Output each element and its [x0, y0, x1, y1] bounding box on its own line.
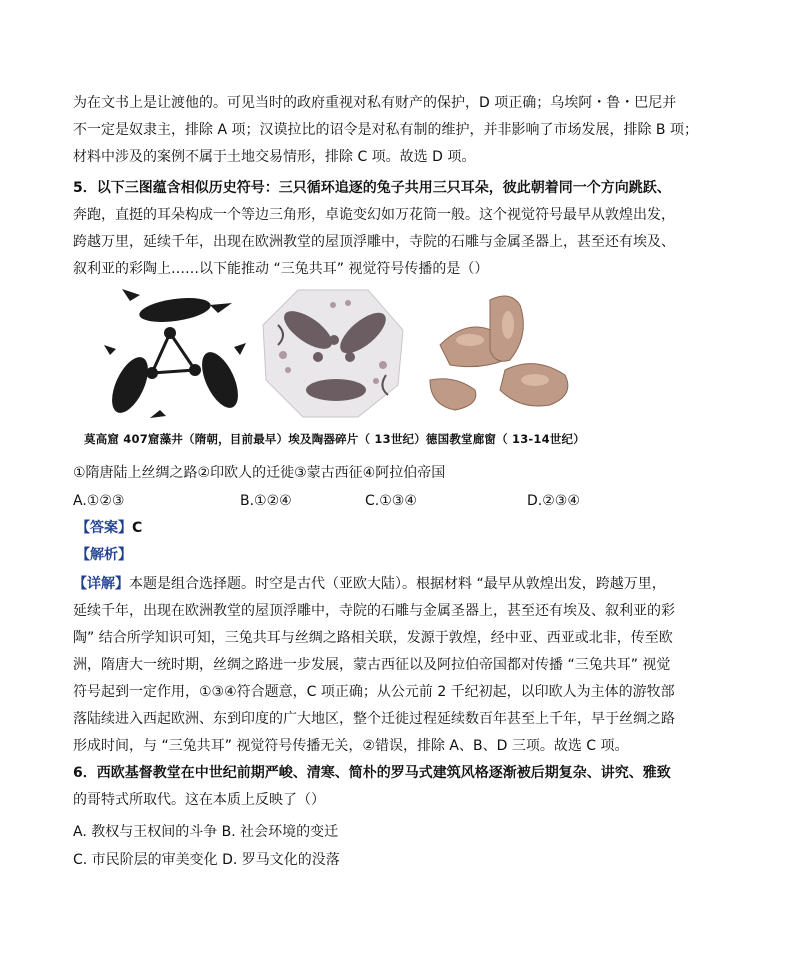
mogao-ceiling-image [100, 285, 250, 420]
option-b: B.①②④ [240, 493, 292, 509]
question-stem: 跨越万里，延续千年，出现在欧洲教堂的屋顶浮雕中，寺院的石雕与金属圣器上，甚至还有埃及、 [73, 234, 675, 250]
egypt-pottery-image [258, 285, 408, 420]
question-stem: 奔跑，直挺的耳朵构成一个等边三角形，卓诡变幻如万花筒一般。这个视觉符号最早从敦煌出发， [73, 207, 675, 223]
detail-label: 【详解】 [73, 576, 129, 592]
options-items: ①隋唐陆上丝绸之路②印欧人的迁徙③蒙古西征④阿拉伯帝国 [73, 465, 446, 481]
analysis-label-text: 【解析】 [76, 547, 132, 563]
detail-line: 陶” 结合所学知识可知，三兔共耳与丝绸之路相关联，发源于敦煌，经中亚、西亚或北非，传至欧 [73, 630, 673, 646]
detail-line [73, 574, 666, 594]
analysis-label [76, 545, 132, 565]
detail-text: 本题是组合选择题。时空是古代（亚欧大陆）。根据材料 “最早从敦煌出发，跨越万里， [129, 576, 666, 592]
option-c: C.①③④ [365, 493, 417, 509]
answer-label: 【答案】 [76, 520, 132, 536]
answer-row [76, 518, 142, 538]
question-stem: 5．以下三图蕴含相似历史符号：三只循环追逐的兔子共用三只耳朵，彼此朝着同一个方向跳跃、 [73, 180, 671, 196]
option-a: A.①②③ [73, 493, 125, 509]
german-church-carving-image [420, 285, 585, 420]
text-line: 材料中涉及的案例不属于土地交易情形，排除 C 项。故选 D 项。 [73, 149, 476, 165]
text-line: 为在文书上是让渡他的。可见当时的政府重视对私有财产的保护，D 项正确；乌埃阿・鲁・巴尼并 [73, 95, 677, 111]
detail-line: 洲，隋唐大一统时期，丝绸之路进一步发展，蒙古西征以及阿拉伯帝国都对传播 “三兔共耳” 视觉 [73, 657, 671, 673]
option-line: C. 市民阶层的审美变化 D. 罗马文化的没落 [73, 852, 340, 868]
option-line: A. 教权与王权间的斗争 B. 社会环境的变迁 [73, 824, 339, 840]
detail-line: 符号起到一定作用，①③④符合题意，C 项正确；从公元前 2 千纪初起，以印欧人为主体的游牧部 [73, 684, 675, 700]
question-stem: 叙利亚的彩陶上……以下能推动 “三兔共耳” 视觉符号传播的是（） [73, 261, 489, 277]
three-hares-figures [90, 285, 590, 425]
detail-line: 落陆续进入西起欧洲、东到印度的广大地区，整个迁徙过程延续数百年甚至上千年，早于丝绸之路 [73, 711, 675, 727]
text-line: 不一定是奴隶主，排除 A 项；汉谟拉比的诏令是对私有制的维护，并非影响了市场发展，排除 B 项； [73, 122, 698, 138]
question-stem: 6．西欧基督教堂在中世纪前期严峻、清寒、简朴的罗马式建筑风格逐渐被后期复杂、讲究、雅致 [73, 765, 671, 781]
answer-value: C [132, 520, 143, 536]
option-d: D.②③④ [527, 493, 580, 509]
detail-line: 延续千年，出现在欧洲教堂的屋顶浮雕中，寺院的石雕与金属圣器上，甚至还有埃及、叙利亚的彩 [73, 603, 675, 619]
question-stem: 的哥特式所取代。这在本质上反映了（） [73, 792, 325, 808]
figures-caption: 莫高窟 407窟藻井（隋朝，目前最早）埃及陶器碎片（ 13世纪）德国教堂廊窗（ 13-14世纪） [84, 432, 585, 446]
detail-line: 形成时间，与 “三兔共耳” 视觉符号传播无关，②错误，排除 A、B、D 三项。故选 C 项。 [73, 738, 629, 754]
